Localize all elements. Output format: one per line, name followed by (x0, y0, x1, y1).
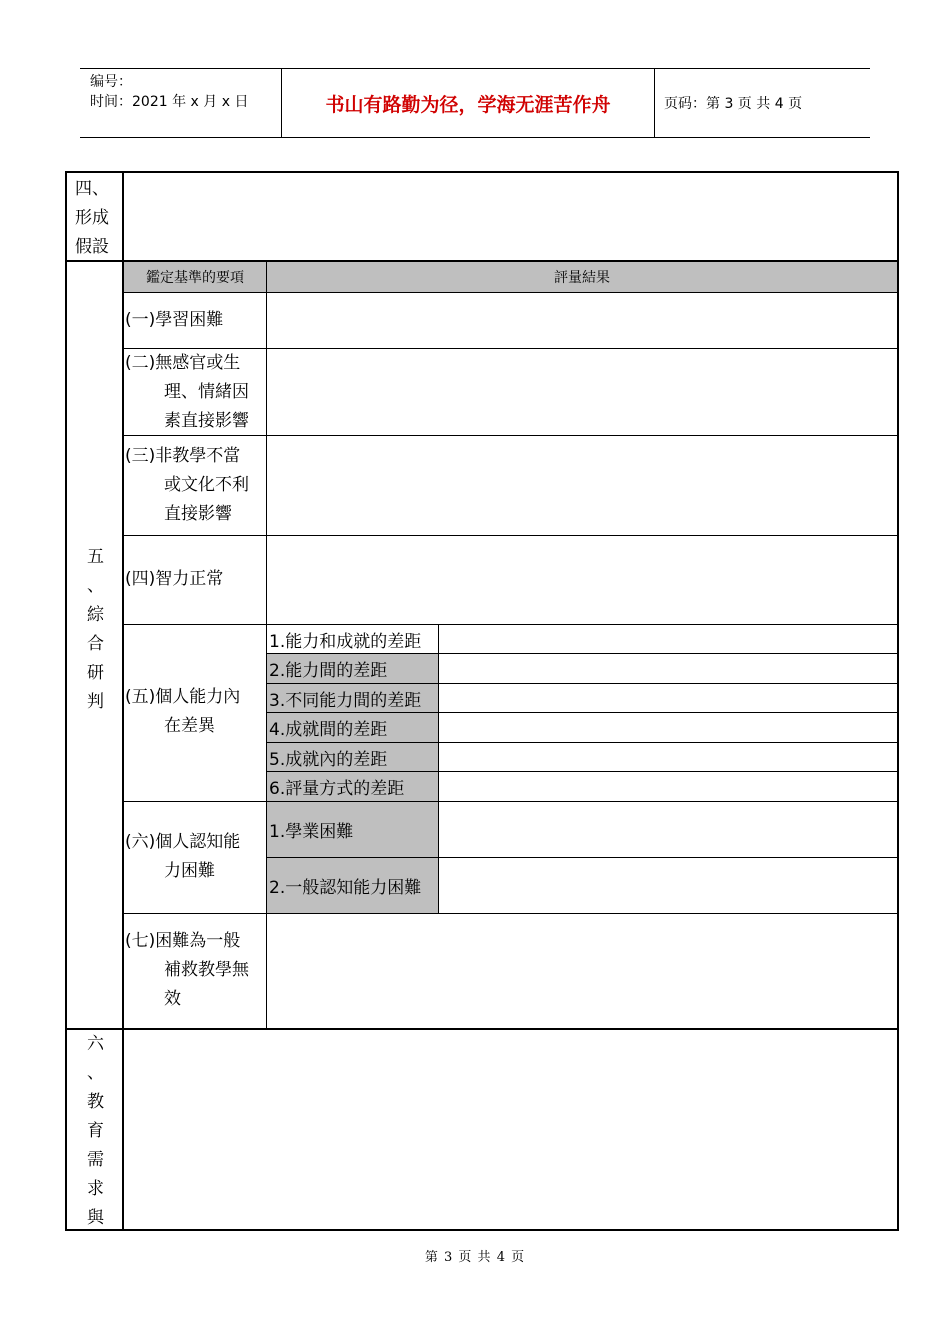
sub6-result-1[interactable] (439, 802, 897, 857)
criterion-7: (七)困難為一般 補救教學無 效 (125, 931, 249, 1009)
time-label: 时间：2021 年 x 月 x 日 (90, 94, 249, 110)
section6-content[interactable] (124, 1031, 897, 1229)
page-footer: 第 3 页 共 4 页 (424, 1250, 526, 1265)
result-2[interactable] (267, 349, 897, 435)
section5-label: 五 、 綜 合 研 判 (87, 547, 104, 712)
sub5-result-1[interactable] (439, 625, 897, 653)
sub5-result-3[interactable] (439, 684, 897, 712)
result-1[interactable] (267, 293, 897, 348)
sub5-result-5[interactable] (439, 743, 897, 771)
sub5-item-3: 3.不同能力間的差距 (267, 684, 438, 712)
criterion-3: (三)非教學不當 或文化不利 直接影響 (125, 446, 249, 524)
header-meta (90, 72, 248, 112)
sub5-result-2[interactable] (439, 654, 897, 683)
criterion-1: (一)學習困難 (125, 310, 224, 330)
result-4[interactable] (267, 536, 897, 624)
sub6-result-2[interactable] (439, 858, 897, 913)
motto: 书山有路勤为径，学海无涯苦作舟 (281, 69, 655, 137)
sub5-item-2: 2.能力間的差距 (267, 654, 438, 683)
number-label: 编号： (90, 74, 132, 90)
sub5-result-6[interactable] (439, 772, 897, 801)
section6-label: 六 、 教 育 需 求 與 (87, 1034, 104, 1228)
sub6-item-2: 2.一般認知能力困難 (267, 858, 438, 913)
section4-label: 四、 形成 假設 (75, 179, 109, 257)
section4-content[interactable] (124, 173, 897, 260)
sub5-item-6: 6.評量方式的差距 (267, 772, 438, 801)
col-header-right: 評量結果 (267, 262, 897, 292)
sub6-item-1: 1.學業困難 (267, 802, 438, 857)
criterion-4: (四)智力正常 (125, 569, 224, 589)
form-table (65, 171, 899, 1231)
criterion-5: (五)個人能力內 在差異 (125, 687, 241, 736)
page-header (80, 68, 870, 138)
sub5-item-4: 4.成就間的差距 (267, 713, 438, 742)
result-7[interactable] (267, 914, 897, 1029)
sub5-result-4[interactable] (439, 713, 897, 742)
col-header-left: 鑑定基準的要項 (124, 262, 266, 292)
result-3[interactable] (267, 436, 897, 535)
sub5-item-5: 5.成就內的差距 (267, 743, 438, 771)
criterion-2: (二)無感官或生 理、情緒因 素直接影響 (125, 353, 249, 431)
page-label: 页码：第 3 页 共 4 页 (664, 96, 803, 112)
sub5-item-1: 1.能力和成就的差距 (269, 631, 422, 652)
criterion-6: (六)個人認知能 力困難 (125, 832, 241, 881)
